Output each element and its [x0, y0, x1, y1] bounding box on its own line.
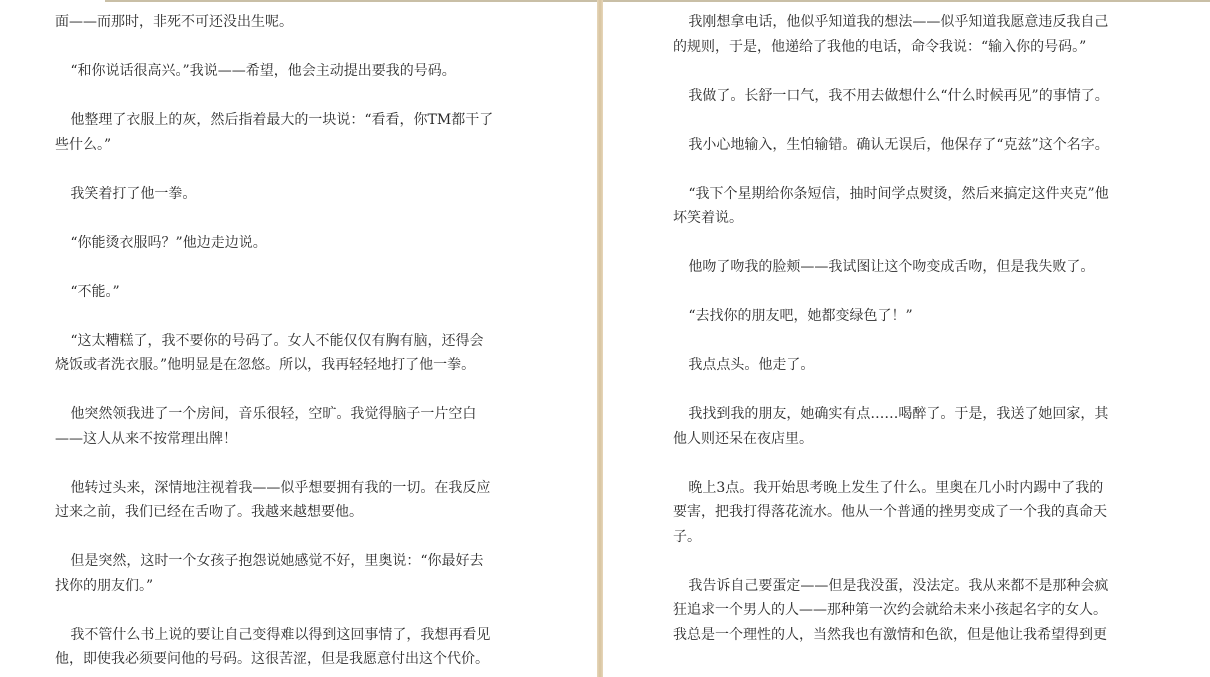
left-page-text — [55, 10, 525, 677]
paragraph: 我笑着打了他一拳。 — [70, 185, 197, 202]
paragraph: 我不管什么书上说的要让自己变得难以得到这回事情了，我想再看见 他，即使我必须要问他的号码。这很苦涩，但是我愿意付出这个代价。 — [55, 626, 491, 667]
paragraph: 但是突然，这时一个女孩子抱怨说她感觉不好，里奥说：“你最好去 找你的朋友们。” — [55, 553, 484, 594]
paragraph: 我点点头。他走了。 — [688, 357, 815, 373]
paragraph: 面——而那时，非死不可还没出生呢。 — [55, 14, 293, 30]
paragraph: 他吻了吻我的脸颊——我试图让这个吻变成舌吻，但是我失败了。 — [688, 259, 1095, 275]
paragraph: 他整理了衣服上的灰，然后指着最大的一块说：“看看，你TM都干了 些什么。” — [55, 112, 494, 153]
paragraph: 我做了。长舒一口气，我不用去做想什么“什么时候再见”的事情了。 — [688, 87, 1109, 104]
paragraph: “不能。” — [70, 283, 120, 300]
paragraph: “我下个星期给你条短信，抽时间学点熨烫，然后来搞定这件夹克”他 坏笑着说。 — [673, 185, 1109, 226]
left-page — [0, 0, 597, 677]
right-page-text — [673, 10, 1148, 672]
paragraph: 我告诉自己要蛋定——但是我没蛋，没法定。我从来都不是那种会疯 狂追求一个男人的人——那种第一次约会就给未来小孩起名字的女人。 我总是一个理性的人，当然我也有激情和色欲，但是他让我希望得到更 — [673, 577, 1109, 643]
paragraph: “你能烫衣服吗？”他边走边说。 — [70, 234, 267, 251]
paragraph: 晚上3点。我开始思考晚上发生了什么。里奥在几小时内踢中了我的 要害，把我打得落花流水。他从一个普通的挫男变成了一个我的真命天 子。 — [673, 479, 1107, 545]
paragraph: 他转过头来，深情地注视着我——似乎想要拥有我的一切。在我反应 过来之前，我们已经在舌吻了。我越来越想要他。 — [55, 479, 491, 520]
paragraph: “去找你的朋友吧，她都变绿色了！” — [688, 308, 913, 324]
paragraph: 我小心地输入，生怕输错。确认无误后，他保存了“克兹”这个名字。 — [688, 136, 1109, 153]
paragraph: 我找到我的朋友，她确实有点……喝醉了。于是，我送了她回家，其 他人则还呆在夜店里。 — [673, 406, 1109, 447]
paragraph: “和你说话很高兴。”我说——希望，他会主动提出要我的号码。 — [70, 63, 456, 79]
paragraph: 我刚想拿电话，他似乎知道我的想法——似乎知道我愿意违反我自己 的规则，于是，他递给了我他的电话，命令我说：“输入你的号码。” — [673, 14, 1109, 55]
paragraph: “这太糟糕了，我不要你的号码了。女人不能仅仅有胸有脑，还得会 烧饭或者洗衣服。”他明显是在忽悠。所以，我再轻轻地打了他一拳。 — [55, 332, 484, 373]
right-page — [603, 0, 1210, 677]
paragraph: 他突然领我进了一个房间，音乐很轻，空旷。我觉得脑子一片空白 ——这人从来不按常理出牌！ — [55, 406, 477, 447]
